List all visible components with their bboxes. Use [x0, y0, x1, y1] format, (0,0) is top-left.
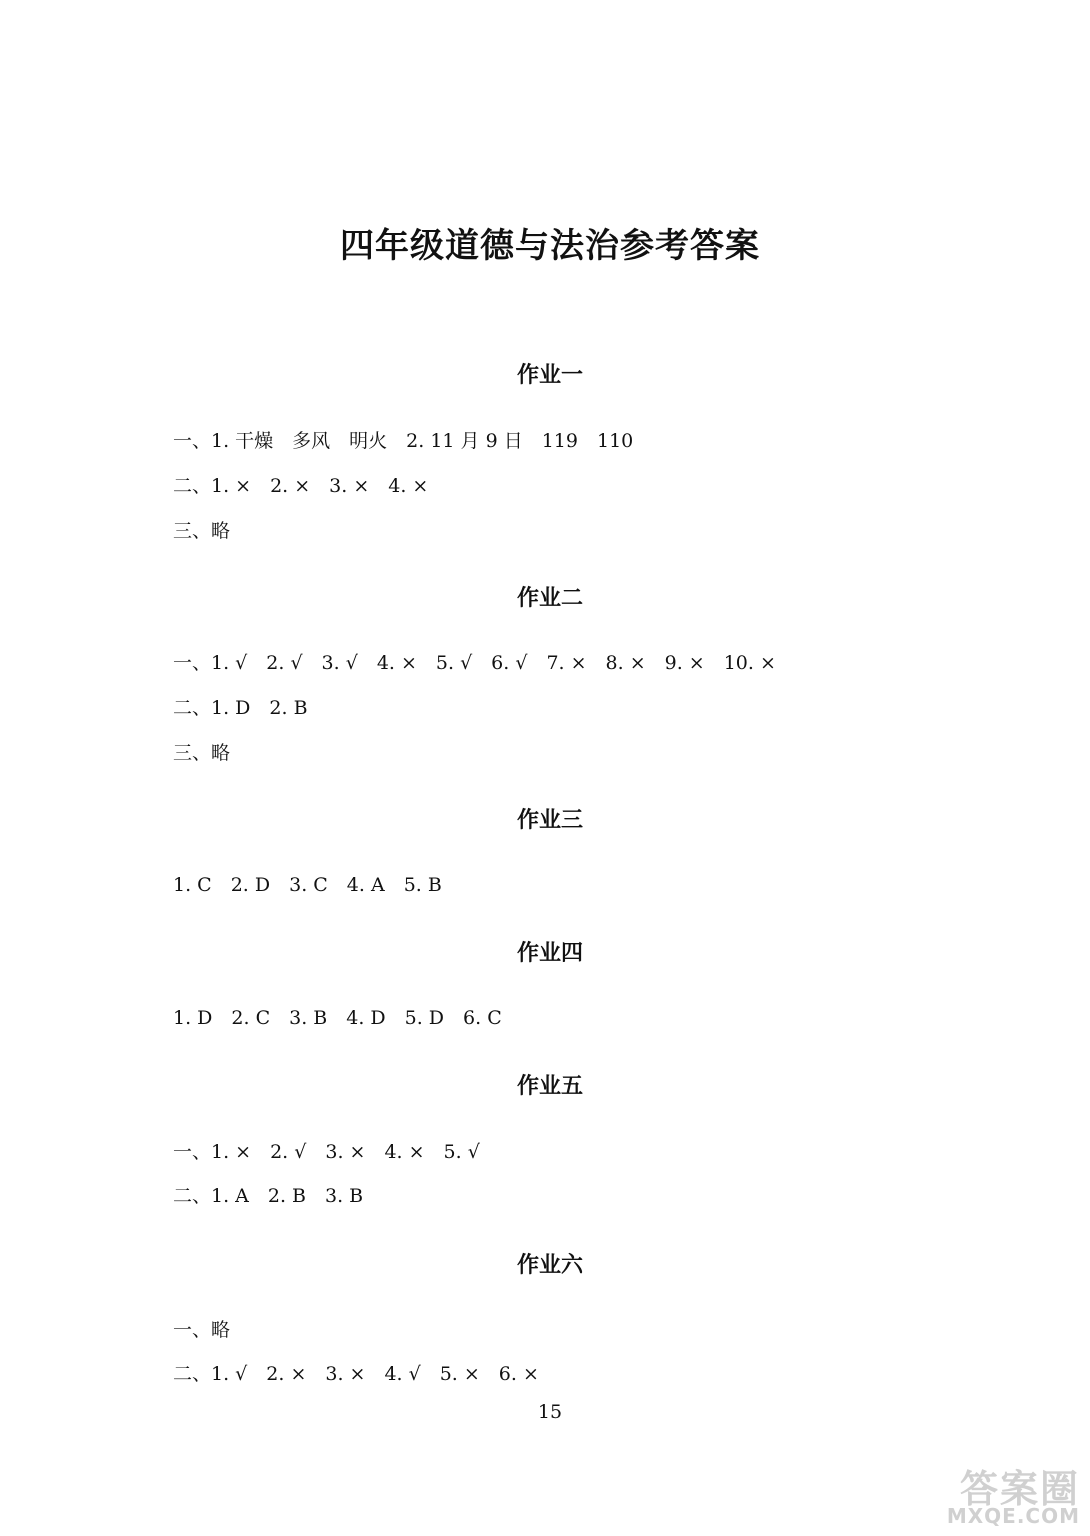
- watermark-url-text: MXQE.COM: [946, 1504, 1080, 1528]
- answer-line: 一、1. √ 2. √ 3. √ 4. × 5. √ 6. √ 7. × 8. × 9. × 10. ×: [173, 652, 776, 674]
- answer-line: 一、1. × 2. √ 3. × 4. × 5. √: [173, 1141, 480, 1163]
- section-heading-3: 作业三: [516, 808, 583, 833]
- answer-line: 三、略: [173, 520, 231, 542]
- answer-line: 一、1. 干燥 多风 明火 2. 11 月 9 日 119 110: [173, 430, 634, 452]
- answer-line: 二、1. D 2. B: [173, 697, 308, 719]
- site-watermark: [910, 1458, 1080, 1528]
- section-heading-6: 作业六: [516, 1253, 583, 1278]
- section-heading-4: 作业四: [516, 941, 583, 966]
- answer-line: 二、1. √ 2. × 3. × 4. √ 5. × 6. ×: [173, 1363, 539, 1385]
- watermark-logo-text: 答案圈: [959, 1467, 1080, 1511]
- answer-line: 一、略: [173, 1319, 231, 1341]
- section-heading-1: 作业一: [516, 363, 583, 388]
- section-heading-2: 作业二: [516, 586, 583, 611]
- answer-line: 1. D 2. C 3. B 4. D 5. D 6. C: [173, 1007, 502, 1029]
- answer-line: 二、1. A 2. B 3. B: [173, 1185, 364, 1207]
- section-heading-5: 作业五: [516, 1074, 583, 1099]
- page-number: 15: [537, 1401, 563, 1423]
- answer-line: 1. C 2. D 3. C 4. A 5. B: [173, 874, 442, 896]
- answer-line: 三、略: [173, 742, 231, 764]
- document-title: 四年级道德与法治参考答案: [340, 226, 760, 266]
- answer-line: 二、1. × 2. × 3. × 4. ×: [173, 475, 429, 497]
